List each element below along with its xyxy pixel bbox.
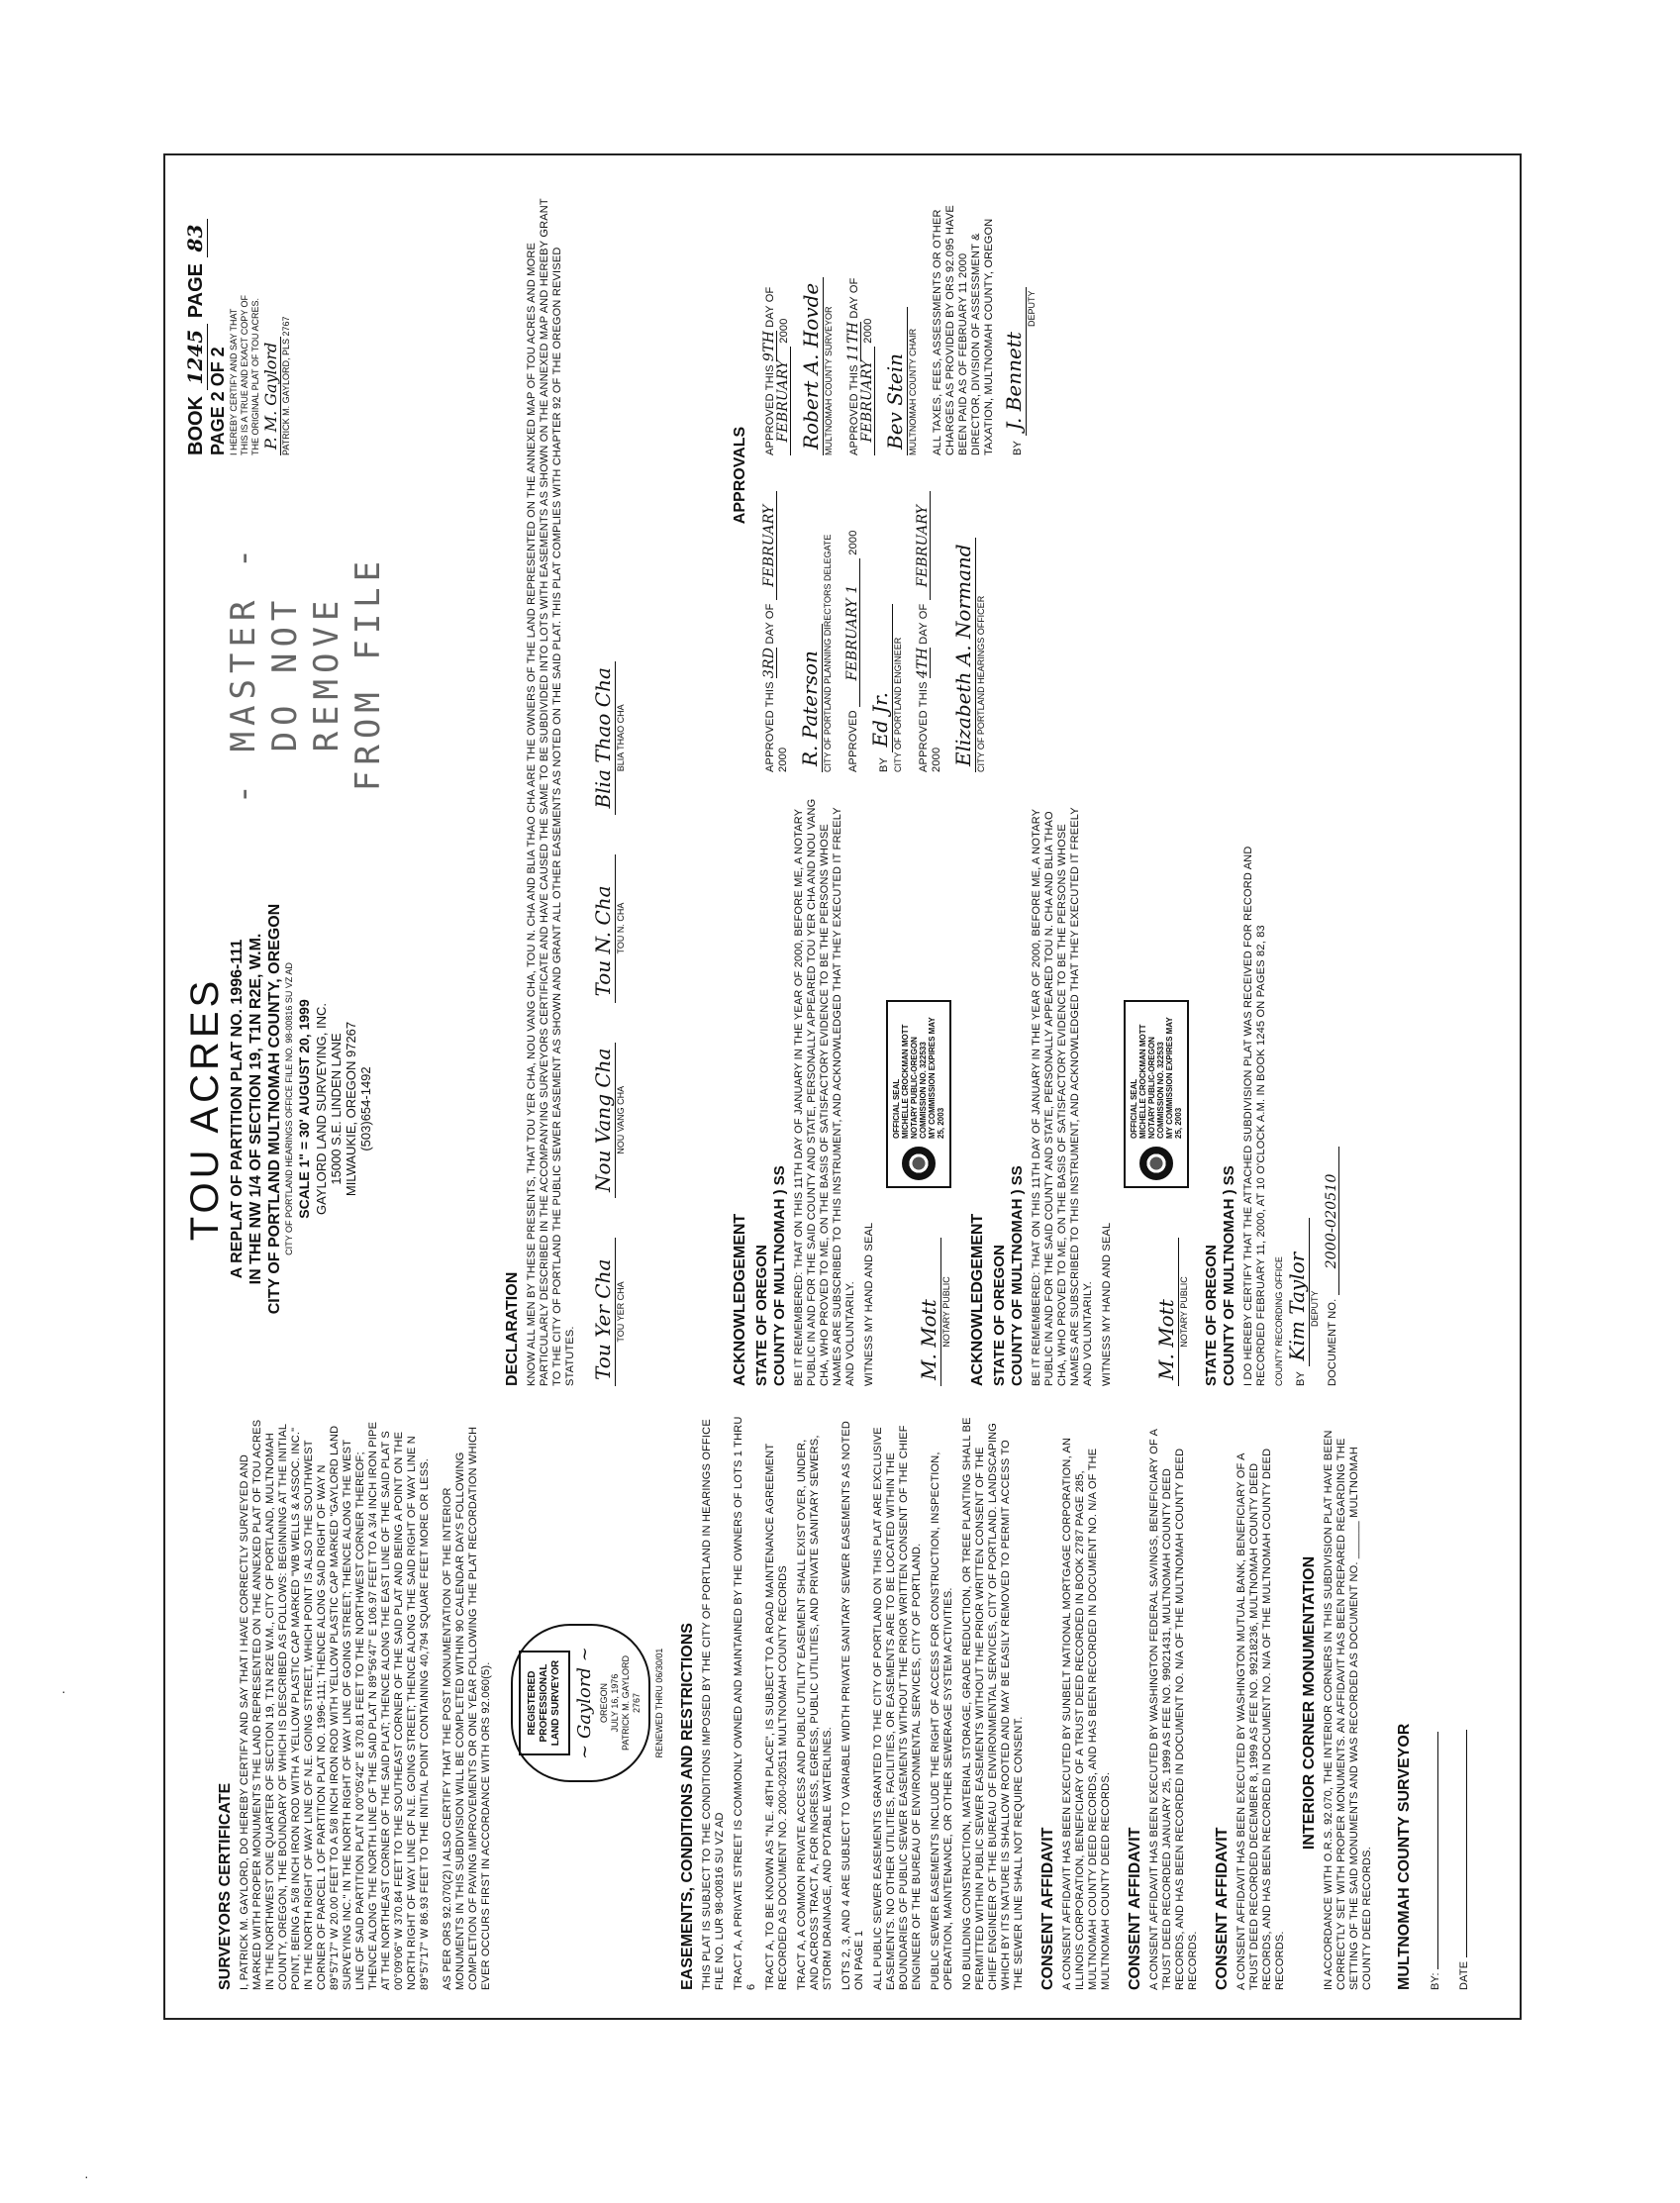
book-line: [183, 178, 208, 455]
recording-office: COUNTY RECORDING OFFICE: [1274, 1256, 1284, 1386]
consent-affidavit-heading-1: CONSENT AFFIDAVIT: [1039, 1827, 1056, 1990]
signer-name: BLIA THAO CHA: [616, 704, 626, 772]
approval-role: CITY OF PORTLAND HEARINGS OFFICER: [976, 595, 986, 772]
approval-prefix: APPROVED THIS: [918, 681, 930, 772]
stamp-number: 2767: [632, 1692, 642, 1714]
witness-line: WITNESS MY HAND AND SEAL: [1101, 1222, 1113, 1386]
acknowledgement-block-2: [955, 792, 1189, 1386]
acknowledgement-body: BE IT REMEMBERED: THAT ON THIS 11TH DAY OF JANUARY IN THE YEAR OF 2000, BEFORE ME, A NOTARY PUBLIC IN AND FOR THE SAID COUNTY AND STATE, PERSONALLY APPEARED TOU N. CHA AND BLIA THAO CHA, WHO PROVED TO ME, ON THE BASIS OF SATISFACTORY EVIDENCE TO BE THE PERSONS WHOSE NAMES ARE SUBSCRIBED TO THIS INSTRUMENT, AND ACKNOWLEDGED THAT THEY EXECUTED IT FREELY AND VOLUNTARILY.: [1031, 807, 1094, 1386]
notary-label: NOTARY PUBLIC: [941, 1276, 951, 1348]
taxes-block: [932, 178, 1037, 455]
scan-mark: ·: [61, 1683, 66, 1699]
master-stamp-line: FROM FILE: [348, 554, 388, 792]
master-stamp: [223, 515, 389, 832]
declaration-body: KNOW ALL MEN BY THESE PRESENTS, THAT TOU YER CHA, NOU VANG CHA, TOU N. CHA AND BLIA THAO CHA ARE THE OWNERS OF THE LAND REPRESENTED ON THE ANNEXED MAP OF TOU ACRES AND MORE PARTICULARLY DESCRIBED IN THE ACCOMPANYING SURVEYORS CERTIFICATE AND HAVE CAUSED THE SAME TO BE SUBDIVIDED INTO LOTS WITH EASEMENTS AS SHOWN ON THE ANNEXED MAP AND HEREBY GRANT TO THE CITY OF PORTLAND THE PUBLIC SEWER EASEMENT AS SHOWN AND GRANT ALL OTHER EASEMENTS AS NOTED ON THE SAID PLAT. THIS PLAT COMPLIES WITH CHAPTER 92 OF THE OREGON REVISED STATUTES.: [526, 198, 576, 1386]
approval-year: 2000: [931, 747, 942, 772]
company-city: MILWAUKIE, OREGON 97267: [344, 1021, 358, 1197]
approval-mid: DAY OF: [918, 603, 930, 645]
county-text: COUNTY OF MULTNOMAH: [771, 1198, 788, 1386]
county-text: COUNTY OF MULTNOMAH: [1009, 1198, 1026, 1386]
hearings-file-line: CITY OF PORTLAND HEARINGS OFFICE FILE NO. 98-00816 SU VZ AD: [284, 962, 294, 1255]
document-number-line: [1326, 792, 1339, 1386]
approval-day: 3RD: [761, 647, 777, 679]
county-surveyor-by-line: [1437, 1732, 1438, 1969]
consent-affidavit-body-1: A CONSENT AFFIDAVIT HAS BEEN EXECUTED BY SUNBELT NATIONAL MORTGAGE CORPORATION, AN ILLINOIS CORPORATION, BENEFICIARY OF A TRUST DEED RECORDED IN BOOK 2787 PAGE 285, MULTNOMAH COUNTY DEED RECORDS, AND HAS BEEN RECORDED IN DOCUMENT NO. N/A OF THE MULTNOMAH COUNTY DEED RECORDS.: [1061, 1437, 1112, 1990]
deputy-label: DEPUTY: [1310, 1290, 1320, 1327]
monument-certification: AS PER ORS 92.070(2) I ALSO CERTIFY THAT THE POST MONUMENTATION OF THE INTERIOR MONUMENTS IN THIS SUBDIVISION WILL BE COMPLETED WITHIN 90 CALENDAR DAYS FOLLOWING COMPLETION OF PAVING IMPROVEMENTS OR ONE YEAR FOLLOWING THE PLAT RECORDATION WHICH EVER OCCURS FIRST IN ACCORDANCE WITH ORS 92.060(5).: [442, 1426, 492, 1990]
approval-entry: [847, 178, 918, 455]
page-of: PAGE 2 OF 2: [208, 347, 228, 455]
consent-affidavit-body-2: A CONSENT AFFIDAVIT HAS BEEN EXECUTED BY WASHINGTON FEDERAL SAVINGS, BENEFICIARY OF A TRUST DEED RECORDED JANUARY 25, 1999 AS FEE NO. 99021431, MULTNOMAH COUNTY DEED RECORDS, AND HAS BEEN RECORDED IN DOCUMENT NO. N/A OF THE MULTNOMAH COUNTY DEED RECORDS.: [1148, 1429, 1199, 1990]
notary-seal: [1124, 1000, 1189, 1188]
approval-prefix: APPROVED THIS: [848, 364, 860, 455]
ss-text: SS: [771, 1165, 788, 1186]
stamp-line-2: PROFESSIONAL: [539, 1663, 549, 1743]
interior-monumentation-heading: INTERIOR CORNER MONUMENTATION: [1301, 1555, 1318, 1851]
approval-prefix: APPROVED: [847, 710, 859, 772]
county-surveyor-date: [1458, 1416, 1471, 1990]
approval-entry: [763, 485, 833, 772]
company-address: 15000 S.E. LINDEN LANE: [329, 1033, 344, 1185]
county-surveyor-heading: MULTNOMAH COUNTY SURVEYOR: [1396, 1723, 1413, 1990]
acknowledgement-body: BE IT REMEMBERED: THAT ON THIS 11TH DAY OF JANUARY IN THE YEAR OF 2000, BEFORE ME, A NOTARY PUBLIC IN AND FOR THE SAID COUNTY AND STATE, PERSONALLY APPEARED TOU YER CHA AND NOU VANG CHA, WHO PROVED TO ME, ON THE BASIS OF SATISFACTORY EVIDENCE TO BE THE PERSONS WHOSE NAMES ARE SUBSCRIBED TO THIS INSTRUMENT, AND ACKNOWLEDGED THAT THEY EXECUTED IT FREELY AND VOLUNTARILY.: [793, 798, 856, 1386]
document-number: 2000-020510: [1326, 1147, 1339, 1295]
title-block: [183, 832, 373, 1386]
signer-name: TOU N. CHA: [616, 902, 626, 954]
interior-monumentation-body: IN ACCORDANCE WITH O.R.S. 92.070, THE INTERIOR CORNERS IN THIS SUBDIVISION PLAT HAVE BEEN CORRECTLY SET WITH PROPER MONUMENTS. AN AFFIDAVIT HAS BEEN PREPARED REGARDING THE SETTING OF THE SAID MONUMENTS AND WAS RECORDED AS DOCUMENT NO. ______ MULTNOMAH COUNTY DEED RECORDS.: [1323, 1430, 1373, 1990]
date-label: DATE: [1458, 1960, 1470, 1990]
seal-line: COMMISSION NO. 322533: [919, 1042, 928, 1139]
recording-body: I DO HEREBY CERTIFY THAT THE ATTACHED SUBDIVISION PLAT WAS RECEIVED FOR RECORD AND RECORDED FEBRUARY 11, 2000, AT 10 O'CLOCK A.M. IN BOOK 1245 ON PAGES 82, 83: [1242, 846, 1267, 1386]
certify-text: I HEREBY CERTIFY AND SAY THAT THIS IS A TRUE AND EXACT COPY OF THE ORIGINAL PLAT OF TOU ACRES.: [229, 294, 260, 455]
plat-sheet: [163, 153, 1522, 2020]
company-name: GAYLORD LAND SURVEYING, INC.: [314, 1002, 329, 1216]
easement-item: TRACT A, TO BE KNOWN AS "N.E. 48TH PLACE", IS SUBJECT TO A ROAD MAINTENANCE AGREEMENT RECORDED AS DOCUMENT NO. 2000-020511 MULTNOMAH COUNTY RECORDS: [764, 1443, 789, 1990]
seal-line: MY COMMISSION EXPIRES MAY 25, 2003: [1165, 1017, 1183, 1139]
left-column: [203, 1416, 1471, 1990]
approval-month: FEBRUARY: [763, 491, 777, 600]
subtitle-line: CITY OF PORTLAND MULTNOMAH COUNTY, OREGON: [266, 903, 283, 1315]
approval-year: 2000: [777, 747, 789, 772]
witness-line: WITNESS MY HAND AND SEAL: [863, 1222, 875, 1386]
ss-text: SS: [1221, 1165, 1237, 1186]
approval-mid: DAY OF: [848, 277, 860, 319]
stamp-name: PATRICK M. GAYLORD: [621, 1655, 631, 1752]
surveyor-stamp: [511, 1416, 650, 1990]
seal-line: OFFICIAL SEAL: [892, 1078, 901, 1139]
taxes-text: ALL TAXES, FEES, ASSESSMENTS OR OTHER CHARGES AS PROVIDED BY ORS 92.095 HAVE BEEN PAID AS OF FEBRUARY 11 2000: [932, 205, 969, 455]
county-label: COUNTY OF MULTNOMAH ) SS: [771, 1165, 788, 1386]
deputy-label: DEPUTY: [1027, 290, 1037, 327]
acknowledgement-heading: ACKNOWLEDGEMENT: [732, 1213, 748, 1386]
approval-day: 9TH: [761, 331, 777, 362]
taxes-signature: J. Bennett: [1002, 287, 1027, 436]
state-label: STATE OF OREGON: [753, 1245, 770, 1386]
seal-line: NOTARY PUBLIC-OREGON: [910, 1037, 919, 1139]
book-page-block: [183, 178, 291, 455]
approval-role: CITY OF PORTLAND PLANNING DIRECTORS DELEGATE: [823, 534, 833, 772]
approval-entry: [917, 485, 986, 772]
stamp-line-1: REGISTERED: [527, 1670, 538, 1736]
consent-affidavit-heading-3: CONSENT AFFIDAVIT: [1214, 1827, 1231, 1990]
approval-mid: DAY OF: [764, 286, 776, 328]
stamp-date: JULY 16, 1976: [610, 1673, 620, 1733]
approval-month: FEBRUARY: [861, 347, 875, 455]
approvals-left: [753, 485, 1037, 772]
book-value: 1245: [183, 324, 208, 391]
notary-seal-icon: [902, 1147, 936, 1180]
seal-line: COMMISSION NO. 322533: [1156, 1042, 1165, 1139]
scale-line: SCALE 1" = 30' AUGUST 20, 1999: [296, 999, 312, 1219]
approval-role: CITY OF PORTLAND ENGINEER: [893, 637, 903, 772]
county-label: COUNTY OF MULTNOMAH ) SS: [1009, 1165, 1026, 1386]
approval-signature: Elizabeth A. Normand: [951, 538, 976, 772]
plat-title: TOU ACRES: [183, 976, 227, 1242]
approval-role: MULTNOMAH COUNTY CHAIR: [908, 328, 918, 455]
easements-heading: EASEMENTS, CONDITIONS AND RESTRICTIONS: [679, 1623, 696, 1990]
renewal-text: RENEWED THRU 06/30/01: [654, 1648, 664, 1758]
seal-line: MICHELLE CROCKMAN MOTT: [1138, 1024, 1147, 1139]
declaration-signature: Blia Thao Cha: [591, 661, 616, 814]
seal-line: MICHELLE CROCKMAN MOTT: [901, 1024, 910, 1139]
ss-text: SS: [1009, 1165, 1026, 1186]
recording-signature: Kim Taylor: [1285, 1218, 1310, 1366]
approval-signature: Robert A. Hovde: [799, 277, 824, 455]
approval-signature: R. Paterson: [798, 624, 823, 772]
subtitle-line: IN THE NW 1/4 OF SECTION 19, T1N R2E, W.M.: [247, 933, 264, 1285]
easement-item: TRACT A, A PRIVATE STREET IS COMMONLY OWNED AND MAINTAINED BY THE OWNERS OF LOTS 1 THRU 6: [733, 1416, 757, 1990]
approval-day: 4TH: [915, 648, 931, 679]
stamp-line-3: LAND SURVEYOR: [550, 1659, 561, 1747]
surveyor-name: PATRICK M. GAYLORD, PLS 2767: [281, 316, 291, 455]
state-label: STATE OF OREGON: [1203, 1245, 1220, 1386]
notary-seal: [886, 1000, 951, 1188]
approval-year: 2000: [847, 530, 859, 555]
subtitle-line: A REPLAT OF PARTITION PLAT NO. 1996-111: [229, 939, 246, 1279]
by-label: BY:: [1430, 1972, 1441, 1990]
approval-entry: [763, 178, 834, 455]
surveyors-certificate-body: I, PATRICK M. GAYLORD, DO HEREBY CERTIFY AND SAY THAT I HAVE CORRECTLY SURVEYED AND MARKED WITH PROPER MONUMENTS THE LAND REPRESENTED ON THE ANNEXED PLAT OF TOU ACRES IN THE NORTHWEST ONE QUARTER OF SECTION 19, T1N R2E W.M., CITY OF PORTLAND, MULTNOMAH COUNTY, OREGON, THE BOUNDARY OF WHICH IS DESCRIBED AS FOLLOWS: BEGINNING AT THE INITIAL POINT, BEING A 5/8 INCH IRON ROD WITH A YELLOW PLASTIC CAP MARKED "WB WELLS & ASSOC. INC." IN THE NORTH RIGHT OF WAY LINE OF N.E. GOING STREET, WHICH POINT IS ALSO THE SOUTHWEST CORNER OF PARCEL 1 OF PARTITION PLAT NO. 1996-111; THENCE ALONG SAID RIGHT OF WAY N 89°57'17" W 20.00 FEET TO A 5/8 INCH IRON ROD WITH YELLOW PLASTIC CAP MARKED "GAYLORD LAND SURVEYING INC." IN THE NORTH RIGHT OF WAY LINE OF GOING STREET; THENCE ALONG THE WEST LINE OF SAID PARTITION PLAT N 00°05'42" E 370.81 FEET TO THE NORTHWEST CORNER THEREOF; THENCE ALONG THE NORTH LINE OF THE SAID PLAT N 89°56'47" E 106.97 FEET TO A 3/4 INCH IRON PIPE AT THE NORTHEAST CORNER OF THE SAID PLAT; THENCE ALONG THE EAST LINE OF THE SAID PLAT S 00°09'06" W 370.84 FEET TO THE SOUTHEAST CORNER OF THE SAID PLAT AND BEING A POINT ON THE NORTH RIGHT OF WAY LINE OF N.E. GOING STREET; THENCE ALONG THE SAID RIGHT OF WAY LINE N 89°57'17" W 86.93 FEET TO THE INITIAL POINT CONTAINING 40,794 SQUARE FEET MORE OR LESS.: [239, 1419, 431, 1990]
declaration-signature: Tou Yer Cha: [591, 1238, 616, 1386]
notary-label: NOTARY PUBLIC: [1179, 1276, 1189, 1348]
county-text: COUNTY OF MULTNOMAH: [1221, 1198, 1237, 1386]
easement-item: LOTS 2, 3, AND 4 ARE SUBJECT TO VARIABLE WIDTH PRIVATE SANITARY SEWER EASEMENTS AS NOTED ON PAGE 1: [840, 1420, 865, 1990]
scan-mark: ·: [84, 2168, 89, 2184]
approval-month: FEBRUARY: [917, 491, 931, 600]
easement-item: TRACT A, A COMMON PRIVATE ACCESS AND PUBLIC UTILITY EASEMENT SHALL EXIST OVER, UNDER, AND ACROSS TRACT A, FOR INGRESS, EGRESS, PUBLIC UTILITIES, AND PRIVATE SANITARY SEWERS, STORM DRAINAGE, AND POTABLE WATERLINES.: [796, 1435, 834, 1990]
page-label: PAGE: [185, 263, 207, 319]
master-stamp-line: DO NOT REMOVE: [265, 594, 346, 752]
state-label: STATE OF OREGON: [991, 1245, 1008, 1386]
consent-affidavit-body-3: A CONSENT AFFIDAVIT HAS BEEN EXECUTED BY WASHINGTON MUTUAL BANK, BENEFICIARY OF A TRUST DEED RECORDED DECEMBER 8, 1999 AS FEE NO. 99218236, MULTNOMAH COUNTY DEED RECORDS, AND HAS BEEN RECORDED IN DOCUMENT NO. N/A OF THE MULTNOMAH COUNTY DEED RECORDS.: [1235, 1448, 1286, 1990]
taxes-office: DIRECTOR, DIVISION OF ASSESSMENT & TAXATION, MULTNOMAH COUNTY, OREGON: [970, 218, 995, 455]
stamp-state: OREGON: [599, 1683, 609, 1724]
declaration-signatures: [591, 188, 626, 1386]
recording-block: STATE OF OREGON COUNTY OF MULTNOMAH ) SS I DO HEREBY CERTIFY THAT THE ATTACHED SUBDIVISION PLAT WAS RECEIVED FOR RECORD AND RECORDED FEBRUARY 11, 2000, AT 10 O'CLOCK A.M. IN BOOK 1245 ON PAGES 82, 83 COUNTY RECORDING OFFICE BY Kim Taylor DEPUTY DOCUMENT NO. 2000-020510: [1203, 792, 1339, 1386]
acknowledgement-heading: ACKNOWLEDGEMENT: [969, 1213, 986, 1386]
declaration-signature: Nou Vang Cha: [591, 1043, 616, 1198]
notary-seal-icon: [1139, 1147, 1173, 1180]
seal-line: OFFICIAL SEAL: [1130, 1078, 1138, 1139]
stamp-signature: ~ Gaylord ~: [574, 1647, 595, 1759]
document-label: DOCUMENT NO.: [1327, 1298, 1338, 1386]
county-surveyor-by: [1430, 1416, 1442, 1990]
approval-prefix: APPROVED THIS: [764, 364, 776, 455]
signer-name: NOU VANG CHA: [616, 1085, 626, 1154]
approval-signature: Bev Stein: [883, 307, 908, 455]
page-value: 83: [183, 219, 208, 258]
approvals-heading: APPROVALS: [732, 426, 748, 525]
approval-year: 2000: [778, 318, 790, 344]
acknowledgement-block-1: [718, 792, 951, 1386]
declaration-heading: DECLARATION: [504, 1271, 521, 1386]
consent-affidavit-heading-2: CONSENT AFFIDAVIT: [1127, 1827, 1143, 1990]
approval-day: 11TH: [845, 321, 861, 362]
county-surveyor-date-line: [1466, 1730, 1467, 1957]
by-label: BY: [1012, 440, 1024, 455]
notary-signature: M. Mott: [1154, 1238, 1179, 1386]
approval-month: FEBRUARY: [777, 347, 791, 455]
declaration-block: [490, 188, 626, 1386]
approvals-right: [753, 178, 1037, 455]
book-label: BOOK: [185, 396, 207, 455]
easement-item: NO BUILDING CONSTRUCTION, MATERIAL STORAGE, GRADE REDUCTION, OR TREE PLANTING SHALL BE PERMITTED WITHIN PUBLIC SEWER EASEMENTS WITHOUT THE PRIOR WRITTEN CONSENT OF THE CHIEF ENGINEER OF THE BUREAU OF ENVIRONMENTAL SERVICES, CITY OF PORTLAND. LANDSCAPING WHICH BY ITS NATURE IS SHALLOW ROOTED AND MAY BE EASILY REMOVED TO PERMIT ACCESS TO THE SEWER LINE SHALL NOT REQUIRE CONSENT.: [961, 1417, 1025, 1990]
easement-item: PUBLIC SEWER EASEMENTS INCLUDE THE RIGHT OF ACCESS FOR CONSTRUCTION, INSPECTION, OPERATION, MAINTENANCE, OR OTHER SEWERAGE SYSTEM ACTIVITIES.: [930, 1452, 954, 1990]
approval-entry: APPROVED FEBRUARY 1 2000 BY Ed Jr. CITY OF PORTLAND ENGINEER: [846, 485, 903, 772]
easement-item: THIS PLAT IS SUBJECT TO THE CONDITIONS IMPOSED BY THE CITY OF PORTLAND IN HEARINGS OFFICE FILE NO. LUR 98-00816 SU VZ AD: [701, 1419, 726, 1990]
approval-year: 2000: [862, 318, 874, 344]
approval-mid: DAY OF: [764, 603, 776, 645]
easement-item: ALL PUBLIC SEWER EASEMENTS GRANTED TO THE CITY OF PORTLAND ON THIS PLAT ARE EXCLUSIVE EASEMENTS. NO OTHER UTILITIES, FACILITIES, OR EASEMENTS ARE TO BE LOCATED WITHIN THE BOUNDARIES OF PUBLIC SEWER EASEMENTS WITHOUT THE PRIOR WRITTEN CONSENT OF THE CHIEF ENGINEER OF THE BUREAU OF ENVIRONMENTAL SERVICES, CITY OF PORTLAND.: [872, 1425, 923, 1990]
company-phone: (503)654-1492: [358, 1066, 373, 1152]
master-stamp-line: - MASTER -: [224, 542, 263, 805]
surveyors-certificate-heading: SURVEYORS CERTIFICATE: [217, 1782, 234, 1990]
approval-signature: Ed Jr.: [868, 604, 893, 752]
seal-line: NOTARY PUBLIC-OREGON: [1147, 1037, 1156, 1139]
approval-prefix: APPROVED THIS: [764, 681, 776, 772]
notary-signature: M. Mott: [917, 1238, 941, 1386]
approval-role: MULTNOMAH COUNTY SURVEYOR: [824, 306, 834, 455]
surveyor-signature: P. M. Gaylord: [261, 337, 281, 455]
declaration-signature: Tou N. Cha: [591, 854, 616, 1003]
approvals-block: [718, 178, 1037, 772]
signer-name: TOU YER CHA: [616, 1281, 626, 1343]
seal-line: MY COMMISSION EXPIRES MAY 25, 2003: [928, 1017, 945, 1139]
approval-day: FEBRUARY 1: [846, 558, 860, 707]
county-label: COUNTY OF MULTNOMAH ) SS: [1221, 1165, 1237, 1386]
